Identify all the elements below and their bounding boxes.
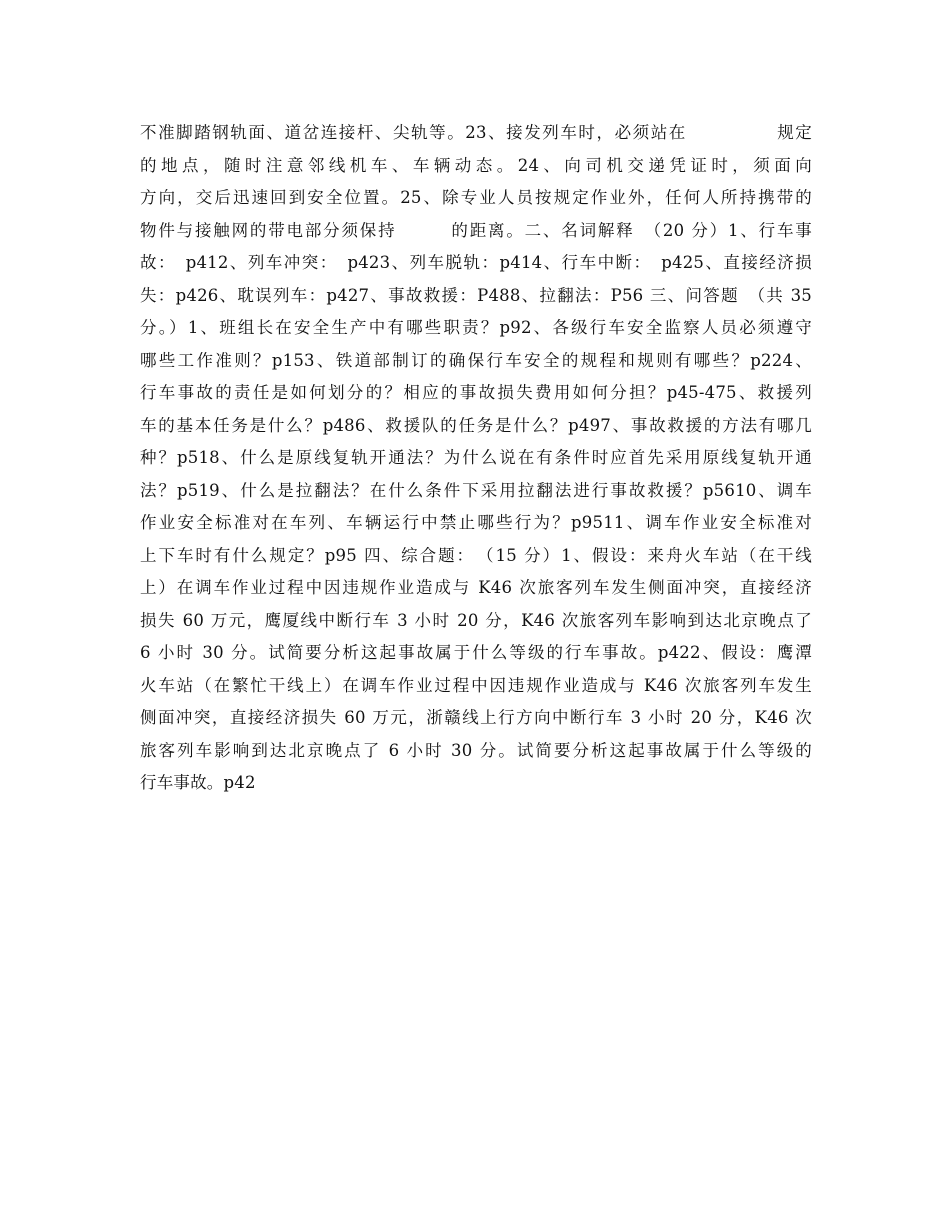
text-line-12: 法？p519、什么是拉翻法？在什么条件下采用拉翻法进行事故救援？p5610、调车: [140, 480, 812, 500]
text-line-13: 作业安全标准对在车列、车辆运行中禁止哪些行为？p9511、调车作业安全标准对: [140, 513, 812, 532]
text-line-3: 方向，交后迅速回到安全位置。25、除专业人员按规定作业外，任何人所持携带的: [140, 188, 812, 207]
text-line-21: 行车事故。p42: [140, 773, 256, 792]
text-line-16: 损失 60 万元，鹰厦线中断行车 3 小时 20 分，K46 次旅客列车影响到达北京晚点了: [140, 610, 812, 630]
text-line-7: 分。）1、班组长在安全生产中有哪些职责？p92、各级行车安全监察人员必须遵守: [140, 318, 812, 337]
text-line-18: 火车站（在繁忙干线上）在调车作业过程中因违规作业造成与 K46 次旅客列车发生: [140, 675, 812, 695]
text-line-20: 旅客列车影响到达北京晚点了 6 小时 30 分。试简要分析这起事故属于什么等级的: [140, 740, 812, 760]
text-line-4: 物件与接触网的带电部分须保持 的距离。二、名词解释 （20 分）1、行车事: [140, 220, 812, 240]
text-line-2: 的地点，随时注意邻线机车、车辆动态。24、向司机交递凭证时，须面向: [140, 155, 896, 175]
text-line-9: 行车事故的责任是如何划分的？相应的事故损失费用如何分担？p45-475、救援列: [140, 383, 812, 402]
text-line-5: 故： p412、列车冲突： p423、列车脱轨：p414、行车中断： p425、直接经济损: [140, 253, 812, 272]
text-line-19: 侧面冲突，直接经济损失 60 万元，浙赣线上行方向中断行车 3 小时 20 分，K46 次: [140, 708, 812, 727]
text-line-14: 上下车时有什么规定？p95 四、综合题： （15 分）1、假设：来舟火车站（在干线: [140, 545, 812, 565]
text-line-8: 哪些工作准则？p153、铁道部制订的确保行车安全的规程和规则有哪些？p224、: [140, 350, 812, 370]
text-line-6: 失：p426、耽误列车：p427、事故救援：P488、拉翻法：P56 三、问答题 （共 35: [140, 285, 812, 305]
text-line-17: 6 小时 30 分。试简要分析这起事故属于什么等级的行车事故。p422、假设：鹰潭: [140, 643, 812, 662]
text-line-15: 上）在调车作业过程中因违规作业造成与 K46 次旅客列车发生侧面冲突，直接经济: [140, 578, 812, 597]
text-line-1: 不准脚踏钢轨面、道岔连接杆、尖轨等。23、接发列车时，必须站在 规定: [140, 123, 812, 142]
text-line-11: 种？p518、什么是原线复轨开通法？为什么说在有条件时应首先采用原线复轨开通: [140, 448, 812, 467]
document-body: [140, 117, 896, 800]
text-line-10: 车的基本任务是什么？p486、救援队的任务是什么？p497、事故救援的方法有哪几: [140, 415, 812, 435]
